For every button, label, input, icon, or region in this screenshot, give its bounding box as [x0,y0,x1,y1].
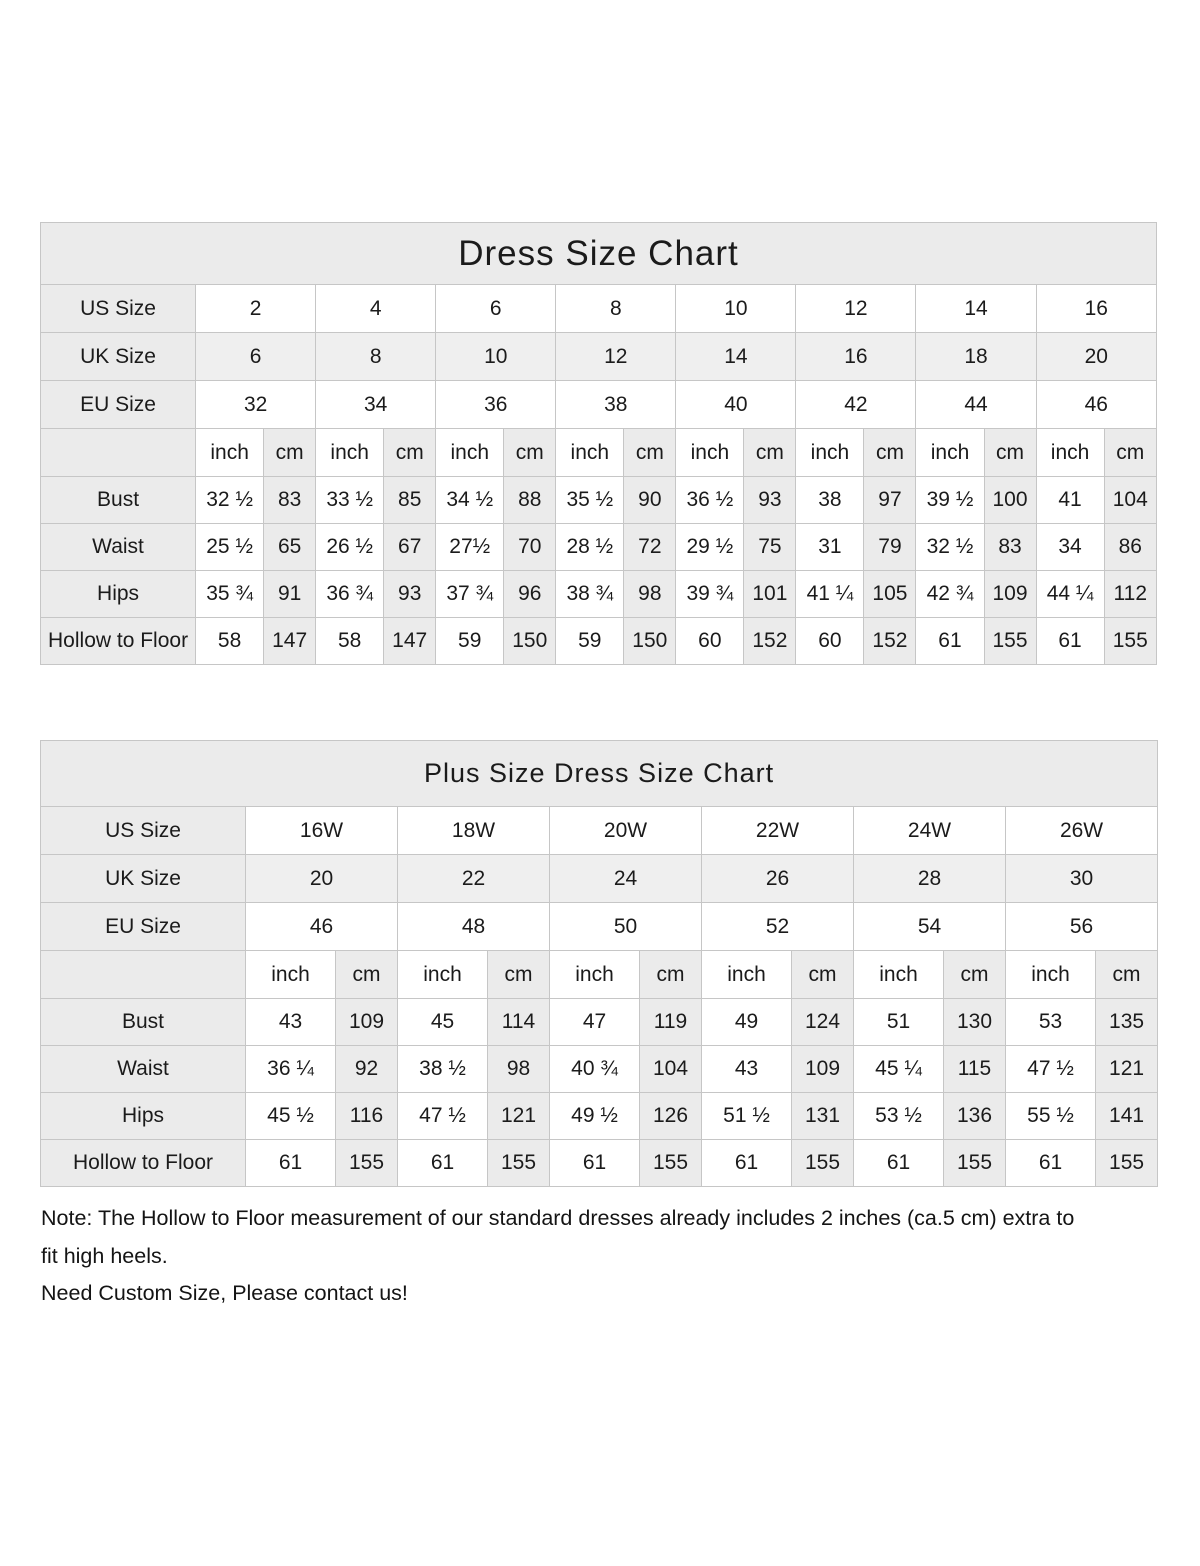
measurement-inch-cell: 60 [796,618,864,665]
row-label: EU Size [41,903,246,951]
size-value-cell: 26W [1006,807,1158,855]
plus-size-chart-title: Plus Size Dress Size Chart [41,741,1158,807]
measurement-cm-cell: 147 [264,618,316,665]
unit-inch-cell: inch [246,951,336,999]
row-label: Hips [41,1093,246,1140]
unit-inch-cell: inch [556,429,624,477]
measurement-cm-cell: 104 [1104,477,1156,524]
measurement-cm-cell: 72 [624,524,676,571]
note-line: fit high heels. [41,1243,168,1268]
unit-cm-cell: cm [744,429,796,477]
size-value-cell: 22 [398,855,550,903]
measurement-cm-cell: 152 [744,618,796,665]
measurement-cm-cell: 121 [1096,1046,1158,1093]
size-value-cell: 46 [246,903,398,951]
size-value-cell: 52 [702,903,854,951]
measurement-inch-cell: 39 ¾ [676,571,744,618]
measurement-row [41,477,1157,524]
measurement-inch-cell: 36 ½ [676,477,744,524]
measurement-cm-cell: 141 [1096,1093,1158,1140]
table-title-row [41,223,1157,285]
size-value-cell: 42 [796,381,916,429]
note-line: Need Custom Size, Please contact us! [41,1281,408,1305]
measurement-cm-cell: 109 [984,571,1036,618]
measurement-cm-cell: 83 [264,477,316,524]
measurement-cm-cell: 92 [336,1046,398,1093]
measurement-cm-cell: 85 [384,477,436,524]
note-text [41,1200,1166,1313]
size-value-cell: 32 [196,381,316,429]
measurement-inch-cell: 28 ½ [556,524,624,571]
row-label: Bust [41,999,246,1046]
unit-header-row [41,951,1158,999]
unit-cm-cell: cm [944,951,1006,999]
row-label: UK Size [41,333,196,381]
measurement-inch-cell: 37 ¾ [436,571,504,618]
measurement-inch-cell: 25 ½ [196,524,264,571]
unit-inch-cell: inch [1006,951,1096,999]
row-label: UK Size [41,855,246,903]
size-value-cell: 46 [1036,381,1156,429]
measurement-cm-cell: 116 [336,1093,398,1140]
measurement-row [41,524,1157,571]
size-value-cell: 12 [796,285,916,333]
size-value-cell: 8 [556,285,676,333]
measurement-cm-cell: 155 [640,1140,702,1187]
unit-inch-cell: inch [796,429,864,477]
measurement-cm-cell: 112 [1104,571,1156,618]
measurement-cm-cell: 114 [488,999,550,1046]
size-value-cell: 30 [1006,855,1158,903]
measurement-inch-cell: 36 ¼ [246,1046,336,1093]
unit-inch-cell: inch [550,951,640,999]
measurement-inch-cell: 47 ½ [398,1093,488,1140]
measurement-inch-cell: 32 ½ [196,477,264,524]
measurement-inch-cell: 51 [854,999,944,1046]
size-value-cell: 38 [556,381,676,429]
measurement-cm-cell: 121 [488,1093,550,1140]
row-label: Waist [41,524,196,571]
measurement-cm-cell: 79 [864,524,916,571]
measurement-cm-cell: 150 [624,618,676,665]
unit-inch-cell: inch [398,951,488,999]
row-label: Bust [41,477,196,524]
unit-inch-cell: inch [676,429,744,477]
measurement-cm-cell: 131 [792,1093,854,1140]
measurement-inch-cell: 45 [398,999,488,1046]
measurement-inch-cell: 47 [550,999,640,1046]
measurement-inch-cell: 42 ¾ [916,571,984,618]
measurement-inch-cell: 26 ½ [316,524,384,571]
measurement-cm-cell: 147 [384,618,436,665]
measurement-inch-cell: 61 [854,1140,944,1187]
unit-inch-cell: inch [316,429,384,477]
measurement-inch-cell: 31 [796,524,864,571]
measurement-cm-cell: 100 [984,477,1036,524]
measurement-inch-cell: 45 ¼ [854,1046,944,1093]
measurement-cm-cell: 83 [984,524,1036,571]
measurement-inch-cell: 38 ½ [398,1046,488,1093]
measurement-cm-cell: 86 [1104,524,1156,571]
measurement-inch-cell: 36 ¾ [316,571,384,618]
size-value-cell: 14 [676,333,796,381]
measurement-inch-cell: 45 ½ [246,1093,336,1140]
unit-inch-cell: inch [916,429,984,477]
unit-cm-cell: cm [488,951,550,999]
size-row [41,333,1157,381]
size-value-cell: 34 [316,381,436,429]
size-value-cell: 18 [916,333,1036,381]
measurement-cm-cell: 155 [984,618,1036,665]
measurement-inch-cell: 49 ½ [550,1093,640,1140]
measurement-cm-cell: 97 [864,477,916,524]
size-value-cell: 40 [676,381,796,429]
unit-cm-cell: cm [864,429,916,477]
measurement-row [41,1093,1158,1140]
row-label: US Size [41,807,246,855]
table-title-row [41,741,1158,807]
measurement-inch-cell: 27½ [436,524,504,571]
size-value-cell: 8 [316,333,436,381]
row-label: Hips [41,571,196,618]
measurement-cm-cell: 93 [744,477,796,524]
measurement-cm-cell: 70 [504,524,556,571]
measurement-cm-cell: 109 [792,1046,854,1093]
measurement-cm-cell: 105 [864,571,916,618]
measurement-row [41,1140,1158,1187]
measurement-cm-cell: 67 [384,524,436,571]
size-value-cell: 24 [550,855,702,903]
size-value-cell: 20W [550,807,702,855]
measurement-inch-cell: 53 ½ [854,1093,944,1140]
unit-inch-cell: inch [854,951,944,999]
unit-cm-cell: cm [504,429,556,477]
row-label [41,429,196,477]
measurement-cm-cell: 90 [624,477,676,524]
unit-inch-cell: inch [702,951,792,999]
measurement-cm-cell: 152 [864,618,916,665]
measurement-inch-cell: 53 [1006,999,1096,1046]
measurement-inch-cell: 38 ¾ [556,571,624,618]
size-value-cell: 54 [854,903,1006,951]
size-value-cell: 16 [796,333,916,381]
size-value-cell: 36 [436,381,556,429]
measurement-cm-cell: 155 [944,1140,1006,1187]
unit-cm-cell: cm [1096,951,1158,999]
size-value-cell: 12 [556,333,676,381]
dress-size-chart-title: Dress Size Chart [41,223,1157,285]
size-value-cell: 16 [1036,285,1156,333]
row-label [41,951,246,999]
measurement-cm-cell: 130 [944,999,1006,1046]
unit-cm-cell: cm [640,951,702,999]
measurement-inch-cell: 34 [1036,524,1104,571]
measurement-inch-cell: 34 ½ [436,477,504,524]
measurement-cm-cell: 155 [1104,618,1156,665]
measurement-inch-cell: 35 ¾ [196,571,264,618]
measurement-cm-cell: 98 [488,1046,550,1093]
measurement-row [41,999,1158,1046]
measurement-cm-cell: 150 [504,618,556,665]
size-value-cell: 22W [702,807,854,855]
measurement-inch-cell: 59 [436,618,504,665]
measurement-inch-cell: 41 ¼ [796,571,864,618]
size-value-cell: 56 [1006,903,1158,951]
measurement-inch-cell: 55 ½ [1006,1093,1096,1140]
measurement-cm-cell: 155 [336,1140,398,1187]
measurement-inch-cell: 41 [1036,477,1104,524]
row-label: Waist [41,1046,246,1093]
measurement-cm-cell: 96 [504,571,556,618]
measurement-cm-cell: 75 [744,524,796,571]
size-row [41,285,1157,333]
measurement-inch-cell: 58 [196,618,264,665]
measurement-inch-cell: 59 [556,618,624,665]
unit-cm-cell: cm [984,429,1036,477]
plus-size-dress-chart-table [40,740,1158,1187]
unit-cm-cell: cm [264,429,316,477]
row-label: Hollow to Floor [41,1140,246,1187]
size-value-cell: 26 [702,855,854,903]
measurement-inch-cell: 61 [916,618,984,665]
measurement-cm-cell: 115 [944,1046,1006,1093]
measurement-row [41,618,1157,665]
size-value-cell: 24W [854,807,1006,855]
size-value-cell: 16W [246,807,398,855]
measurement-inch-cell: 61 [1006,1140,1096,1187]
measurement-cm-cell: 135 [1096,999,1158,1046]
size-row [41,381,1157,429]
size-row [41,807,1158,855]
size-value-cell: 10 [436,333,556,381]
unit-cm-cell: cm [384,429,436,477]
measurement-inch-cell: 47 ½ [1006,1046,1096,1093]
size-value-cell: 20 [246,855,398,903]
measurement-cm-cell: 91 [264,571,316,618]
row-label: Hollow to Floor [41,618,196,665]
measurement-inch-cell: 61 [702,1140,792,1187]
size-row [41,855,1158,903]
measurement-inch-cell: 58 [316,618,384,665]
measurement-inch-cell: 51 ½ [702,1093,792,1140]
measurement-cm-cell: 104 [640,1046,702,1093]
measurement-inch-cell: 61 [246,1140,336,1187]
unit-cm-cell: cm [1104,429,1156,477]
measurement-inch-cell: 61 [1036,618,1104,665]
measurement-inch-cell: 32 ½ [916,524,984,571]
size-value-cell: 10 [676,285,796,333]
measurement-cm-cell: 126 [640,1093,702,1140]
measurement-cm-cell: 98 [624,571,676,618]
measurement-inch-cell: 38 [796,477,864,524]
size-value-cell: 20 [1036,333,1156,381]
size-value-cell: 4 [316,285,436,333]
unit-inch-cell: inch [1036,429,1104,477]
measurement-cm-cell: 124 [792,999,854,1046]
size-value-cell: 48 [398,903,550,951]
measurement-inch-cell: 40 ¾ [550,1046,640,1093]
measurement-inch-cell: 43 [246,999,336,1046]
measurement-cm-cell: 101 [744,571,796,618]
size-value-cell: 50 [550,903,702,951]
measurement-inch-cell: 49 [702,999,792,1046]
size-row [41,903,1158,951]
size-value-cell: 14 [916,285,1036,333]
measurement-inch-cell: 61 [550,1140,640,1187]
size-value-cell: 6 [436,285,556,333]
size-value-cell: 18W [398,807,550,855]
measurement-cm-cell: 155 [488,1140,550,1187]
row-label: US Size [41,285,196,333]
size-value-cell: 2 [196,285,316,333]
unit-inch-cell: inch [436,429,504,477]
measurement-cm-cell: 136 [944,1093,1006,1140]
unit-cm-cell: cm [624,429,676,477]
measurement-inch-cell: 39 ½ [916,477,984,524]
row-label: EU Size [41,381,196,429]
measurement-inch-cell: 33 ½ [316,477,384,524]
measurement-cm-cell: 119 [640,999,702,1046]
dress-size-chart-table [40,222,1157,665]
measurement-cm-cell: 88 [504,477,556,524]
measurement-inch-cell: 35 ½ [556,477,624,524]
measurement-row [41,571,1157,618]
unit-inch-cell: inch [196,429,264,477]
size-value-cell: 6 [196,333,316,381]
measurement-cm-cell: 155 [792,1140,854,1187]
unit-header-row [41,429,1157,477]
measurement-cm-cell: 93 [384,571,436,618]
measurement-cm-cell: 109 [336,999,398,1046]
measurement-inch-cell: 43 [702,1046,792,1093]
measurement-cm-cell: 155 [1096,1140,1158,1187]
size-value-cell: 28 [854,855,1006,903]
measurement-inch-cell: 60 [676,618,744,665]
measurement-inch-cell: 61 [398,1140,488,1187]
note-line: Note: The Hollow to Floor measurement of our standard dresses already includes 2 inches (ca.5 cm) extra to [41,1206,1075,1230]
size-value-cell: 44 [916,381,1036,429]
measurement-row [41,1046,1158,1093]
measurement-cm-cell: 65 [264,524,316,571]
unit-cm-cell: cm [336,951,398,999]
measurement-inch-cell: 44 ¼ [1036,571,1104,618]
unit-cm-cell: cm [792,951,854,999]
measurement-inch-cell: 29 ½ [676,524,744,571]
